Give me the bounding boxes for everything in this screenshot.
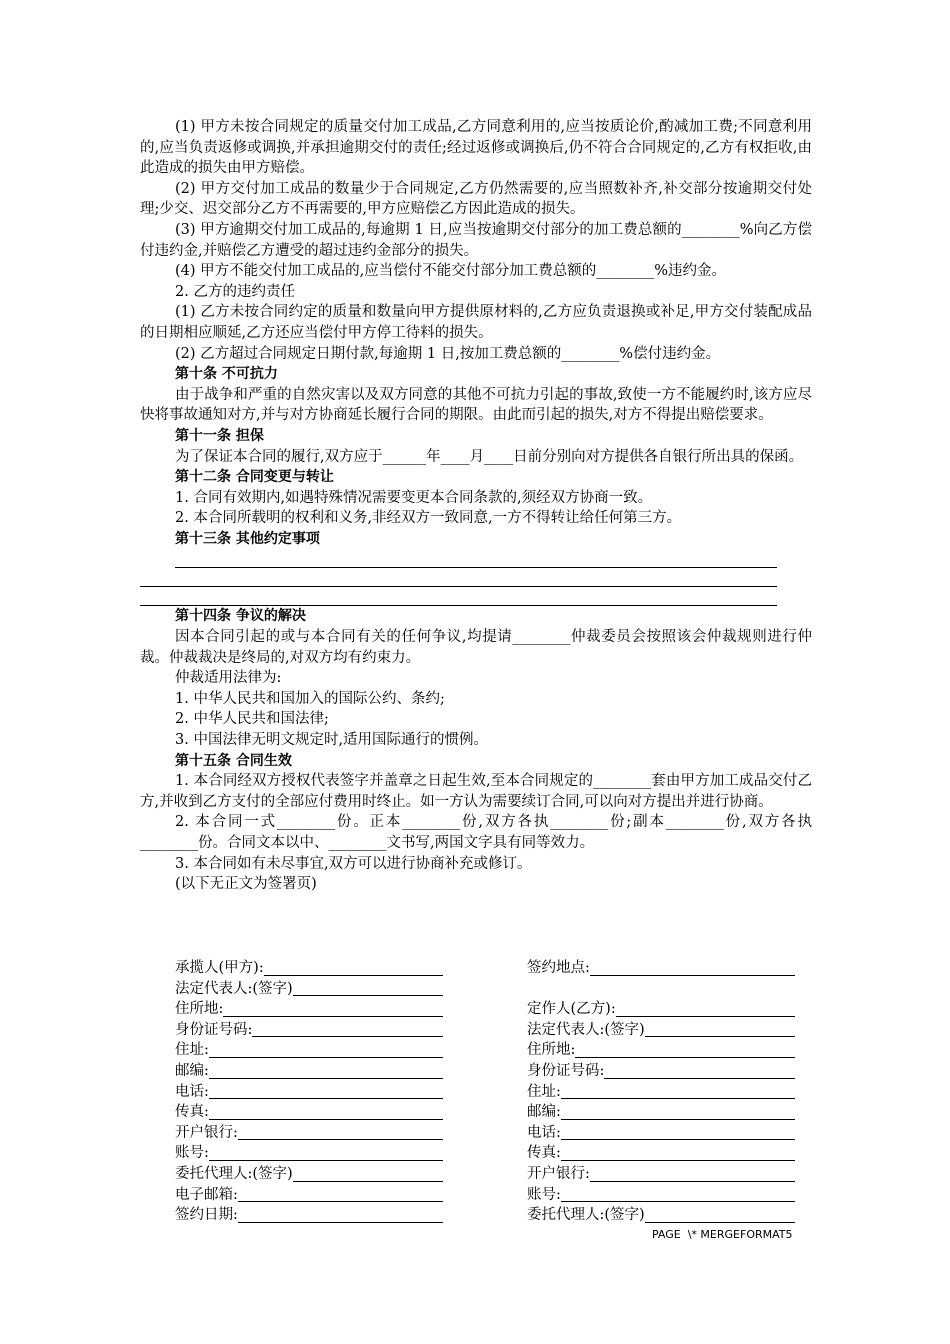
signature-fill-line[interactable] [645, 1021, 795, 1037]
signature-fill-line[interactable] [209, 1145, 443, 1161]
signature-fill-line[interactable] [575, 1042, 795, 1058]
party-b-field-row [527, 1123, 795, 1144]
clause-paragraph: 2. 本合同一式________份。正本________份,双方各执________份;副本________份,双方各执________份。合同文本以中、________文书写,两国文字具有同等效力。 [140, 814, 812, 851]
party-a-field-label: 委托代理人:(签字) [175, 1165, 293, 1182]
party-a-field-label: 电子邮箱: [175, 1186, 238, 1203]
party-a-field-label: 邮编: [175, 1062, 209, 1079]
fill-in-line [140, 587, 777, 606]
party-a-field-row [175, 1102, 443, 1123]
signature-fill-line[interactable] [252, 1021, 443, 1037]
party-a-field-label: 住址: [175, 1042, 209, 1059]
party-a-field-row [175, 958, 443, 979]
signature-fill-line[interactable] [561, 1186, 795, 1202]
contract-body [140, 117, 812, 895]
section-heading: 第十条 不可抗力 [175, 366, 278, 383]
party-b-field-label: 定作人(乙方): [527, 1001, 616, 1018]
page-footer: PAGE \* MERGEFORMAT5 [652, 1228, 793, 1241]
clause-paragraph: 2. 本合同所载明的权利和义务,非经双方一致同意,一方不得转让给任何第三方。 [175, 510, 682, 527]
clause-paragraph: (2) 甲方交付加工成品的数量少于合同规定,乙方仍然需要的,应当照数补齐,补交部分按逾期交付处理;少交、迟交部分乙方不再需要的,甲方应赔偿乙方因此造成的损失。 [140, 180, 812, 218]
party-a-field-row [175, 999, 443, 1020]
signature-fill-line[interactable] [616, 1001, 795, 1017]
party-b-field-row [527, 979, 795, 1000]
party-a-field-row [175, 1020, 443, 1041]
party-a-field-row [175, 1143, 443, 1164]
signature-fill-line[interactable] [561, 1083, 795, 1099]
signature-fill-line[interactable] [264, 960, 443, 976]
party-b-field-row [527, 1020, 795, 1041]
clause-paragraph: (1) 乙方未按合同约定的质量和数量向甲方提供原材料的,乙方应负责退换或补足,甲方交付装配成品的日期相应顺延,乙方还应当偿付甲方停工待料的损失。 [140, 304, 812, 341]
clause-paragraph: 1. 合同有效期内,如遇特殊情况需要变更本合同条款的,须经双方协商一致。 [175, 489, 653, 506]
party-a-field-label: 账号: [175, 1145, 209, 1162]
signature-fill-line[interactable] [561, 1124, 795, 1140]
party-b-field-row [527, 1040, 795, 1061]
party-a-field-label: 电话: [175, 1083, 209, 1100]
section-heading: 第十五条 合同生效 [175, 752, 292, 769]
clause-paragraph: (1) 甲方未按合同规定的质量交付加工成品,乙方同意利用的,应当按质论价,酌减加工费;不同意利用的,应当负责返修或调换,并承担逾期交付的责任;经过返修或调换后,仍不符合合同规定的,乙方有权拒收,由此造成的损失由甲方赔偿。 [140, 119, 812, 177]
party-b-field-label: 邮编: [527, 1104, 561, 1121]
party-a-field-label: 住所地: [175, 1001, 224, 1018]
signature-block-party-a [175, 958, 443, 1226]
party-b-field-label: 身份证号码: [527, 1062, 605, 1079]
party-b-field-label: 住所地: [527, 1042, 576, 1059]
clause-paragraph: 由于战争和严重的自然灾害以及双方同意的其他不可抗力引起的事故,致使一方不能履约时,该方应尽快将事故通知对方,并与对方协商延长履行合同的期限。由此而引起的损失,对方不得提出赔偿要求。 [140, 386, 812, 424]
party-a-field-label: 开户银行: [175, 1124, 238, 1141]
section-heading: 第十一条 担保 [175, 427, 264, 444]
party-b-field-row [527, 1102, 795, 1123]
signature-fill-line[interactable] [238, 1207, 443, 1223]
party-b-field-row [527, 1061, 795, 1082]
signature-fill-line[interactable] [238, 1186, 443, 1202]
party-a-field-row [175, 1123, 443, 1144]
party-a-field-row [175, 1061, 443, 1082]
party-b-field-label: 电话: [527, 1124, 561, 1141]
party-a-field-label: 法定代表人:(签字) [175, 980, 293, 997]
signature-block-party-b [527, 958, 795, 1226]
signature-fill-line[interactable] [209, 1083, 443, 1099]
signature-fill-line[interactable] [238, 1124, 443, 1140]
clause-paragraph: (4) 甲方不能交付加工成品的,应当偿付不能交付部分加工费总额的________%违约金。 [175, 263, 727, 280]
signature-fill-line[interactable] [590, 1166, 795, 1182]
party-b-field-label: 账号: [527, 1186, 561, 1203]
party-b-field-row [527, 1205, 795, 1226]
section-heading: 第十四条 争议的解决 [175, 608, 306, 625]
party-b-field-label: 委托代理人:(签字) [527, 1207, 645, 1224]
signature-fill-line[interactable] [223, 1001, 443, 1017]
clause-paragraph: (3) 甲方逾期交付加工成品的,每逾期 1 日,应当按逾期交付部分的加工费总额的________%向乙方偿付违约金,并赔偿乙方遭受的超过违约金部分的损失。 [140, 221, 812, 259]
party-a-field-row [175, 1205, 443, 1226]
clause-paragraph: 1. 中华人民共和国加入的国际公约、条约; [175, 690, 445, 707]
party-a-field-label: 承揽人(甲方): [175, 960, 264, 976]
party-b-field-label: 签约地点: [527, 960, 590, 976]
clause-paragraph: (以下无正文为签署页) [175, 876, 317, 893]
party-a-field-row [175, 1082, 443, 1103]
fill-in-line [140, 568, 777, 587]
party-a-field-row [175, 1185, 443, 1206]
party-a-field-row [175, 979, 443, 1000]
party-a-field-row [175, 1164, 443, 1185]
signature-fill-line[interactable] [645, 1207, 795, 1223]
signature-fill-line[interactable] [293, 980, 443, 996]
clause-paragraph: 2. 乙方的违约责任 [175, 283, 295, 300]
party-b-field-row [527, 999, 795, 1020]
party-b-field-label: 传真: [527, 1145, 561, 1162]
clause-paragraph: 3. 中国法律无明文规定时,适用国际通行的惯例。 [175, 732, 489, 749]
party-b-field-label: 住址: [527, 1083, 561, 1100]
signature-fill-line[interactable] [561, 1104, 795, 1120]
signature-fill-line[interactable] [561, 1145, 795, 1161]
clause-paragraph: 2. 中华人民共和国法律; [175, 711, 329, 728]
party-b-field-row [527, 1164, 795, 1185]
signature-fill-line[interactable] [604, 1063, 795, 1079]
party-b-field-row [527, 1143, 795, 1164]
section-heading: 第十二条 合同变更与转让 [175, 469, 334, 486]
party-a-field-label: 身份证号码: [175, 1021, 253, 1038]
party-b-field-row [527, 1082, 795, 1103]
party-a-field-label: 传真: [175, 1104, 209, 1121]
clause-paragraph: 3. 本合同如有未尽事宜,双方可以进行协商补充或修订。 [175, 855, 532, 872]
clause-paragraph: 1. 本合同经双方授权代表签字并盖章之日起生效,至本合同规定的________套由甲方加工成品交付乙方,并收到乙方支付的全部应付费用时终止。如一方认为需要续订合同,可以向对方提出并进行协商。 [140, 773, 812, 810]
signature-fill-line[interactable] [293, 1166, 443, 1182]
clause-paragraph: (2) 乙方超过合同规定日期付款,每逾期 1 日,按加工费总额的________%偿付违约金。 [175, 345, 721, 362]
party-a-field-label: 签约日期: [175, 1207, 238, 1224]
party-b-field-label: 法定代表人:(签字) [527, 1021, 645, 1038]
clause-paragraph: 仲裁适用法律为: [175, 670, 282, 687]
signature-fill-line[interactable] [590, 960, 795, 976]
clause-paragraph: 为了保证本合同的履行,双方应于______年____月____日前分别向对方提供各自银行所出具的保函。 [175, 448, 804, 465]
signature-fill-line[interactable] [209, 1104, 443, 1120]
signature-fill-line[interactable] [209, 1063, 443, 1079]
party-a-field-row [175, 1040, 443, 1061]
section-heading: 第十三条 其他约定事项 [175, 530, 320, 547]
party-b-field-row [527, 958, 795, 979]
clause-paragraph: 因本合同引起的或与本合同有关的任何争议,均提请________仲裁委员会按照该会仲裁规则进行仲裁。仲裁裁决是终局的,对双方均有约束力。 [140, 629, 812, 666]
signature-fill-line[interactable] [209, 1042, 443, 1058]
fill-in-line [175, 549, 777, 568]
party-b-field-row [527, 1185, 795, 1206]
party-b-field-label: 开户银行: [527, 1165, 590, 1182]
